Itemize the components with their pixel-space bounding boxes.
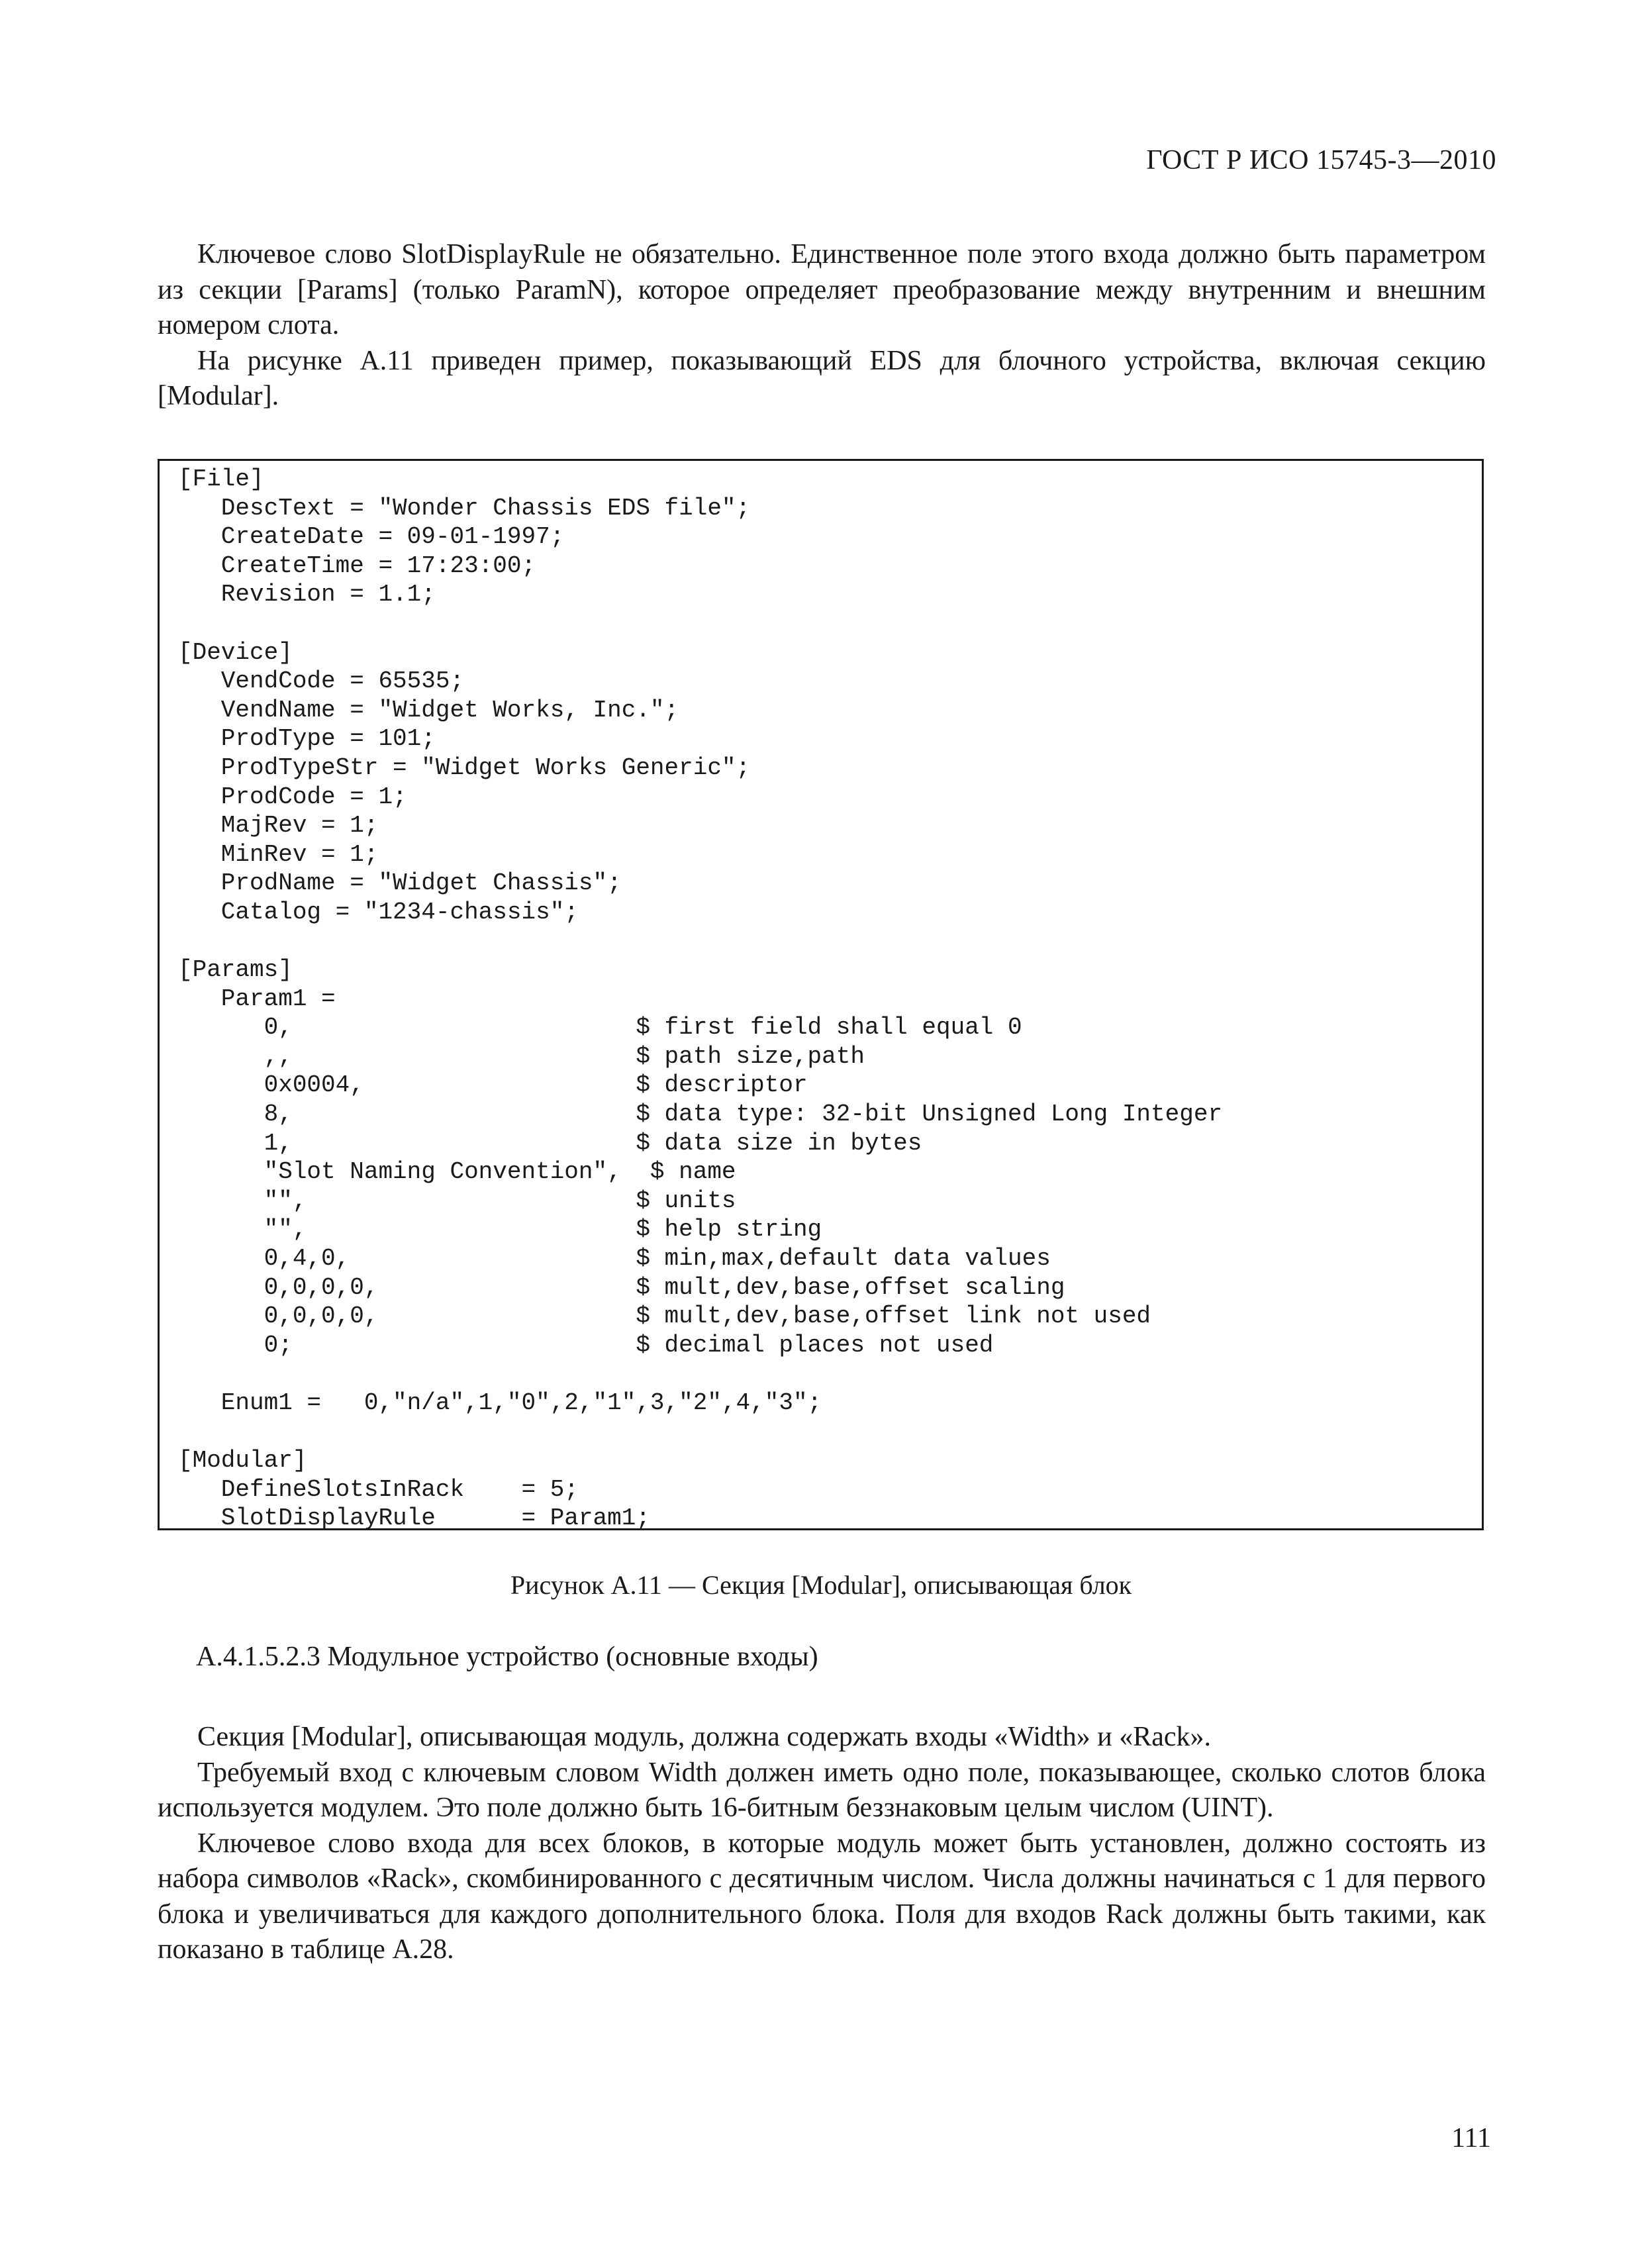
code-line: ProdCode = 1; bbox=[178, 783, 407, 811]
code-line: CreateDate = 09-01-1997; bbox=[178, 523, 565, 551]
code-line: ProdType = 101; bbox=[178, 725, 436, 753]
code-line: 0; $ decimal places not used bbox=[178, 1331, 994, 1359]
figure-caption: Рисунок А.11 — Секция [Modular], описывающая блок bbox=[510, 1570, 1132, 1600]
code-line: VendName = "Widget Works, Inc."; bbox=[178, 696, 679, 724]
page-number: 111 bbox=[1451, 2123, 1491, 2153]
code-line: MajRev = 1; bbox=[178, 812, 379, 840]
section-text bbox=[158, 1720, 1486, 1968]
code-line: 0, $ first field shall equal 0 bbox=[178, 1014, 1022, 1042]
code-line: CreateTime = 17:23:00; bbox=[178, 552, 536, 579]
code-line: [File] bbox=[178, 466, 264, 493]
page-header-standard: ГОСТ Р ИСО 15745-3—2010 bbox=[1146, 145, 1496, 175]
code-line: MinRev = 1; bbox=[178, 840, 379, 868]
code-line: VendCode = 65535; bbox=[178, 667, 465, 695]
code-line: 0x0004, $ descriptor bbox=[178, 1071, 808, 1099]
code-line: 8, $ data type: 32-bit Unsigned Long Integer bbox=[178, 1101, 1223, 1128]
intro-text bbox=[158, 237, 1486, 415]
code-line bbox=[178, 1418, 1482, 1447]
paragraph: Ключевое слово входа для всех блоков, в которые модуль может быть установлен, должно состоять из набора символов «Rack», скомбинированного с десятичным числом. Числа должны начинаться с 1 для первого блока и увеличиваться для каждого дополнительного блока. Поля для входов Rack должны быть такими, как показано в таблице А.28. bbox=[158, 1828, 1486, 1965]
code-line: Revision = 1.1; bbox=[178, 581, 436, 609]
code-line: 1, $ data size in bytes bbox=[178, 1129, 922, 1157]
code-line: SlotDisplayRule = Param1; bbox=[178, 1504, 650, 1532]
code-line bbox=[178, 1359, 1482, 1389]
code-line: [Device] bbox=[178, 638, 293, 666]
code-line: [Modular] bbox=[178, 1447, 307, 1475]
code-line: ProdTypeStr = "Widget Works Generic"; bbox=[178, 754, 751, 781]
code-line bbox=[178, 609, 1482, 638]
code-line: DefineSlotsInRack = 5; bbox=[178, 1475, 579, 1503]
paragraph: Секция [Modular], описывающая модуль, должна содержать входы «Width» и «Rack». bbox=[197, 1722, 1211, 1752]
code-line: 0,4,0, $ min,max,default data values bbox=[178, 1245, 1051, 1273]
code-line: Catalog = "1234-chassis"; bbox=[178, 898, 579, 926]
code-line: "", $ help string bbox=[178, 1216, 822, 1244]
code-line: ,, $ path size,path bbox=[178, 1042, 865, 1070]
code-line: Enum1 = 0,"n/a",1,"0",2,"1",3,"2",4,"3"; bbox=[178, 1389, 822, 1416]
paragraph: На рисунке А.11 приведен пример, показывающий EDS для блочного устройства, включая секцию [Modular]. bbox=[158, 345, 1486, 411]
code-listing-box bbox=[158, 459, 1484, 1530]
code-line: ProdName = "Widget Chassis"; bbox=[178, 869, 622, 897]
code-line: [Params] bbox=[178, 956, 293, 984]
paragraph: Ключевое слово SlotDisplayRule не обязательно. Единственное поле этого входа должно быть параметром из секции [Params] (только ParamN), которое определяет преобразование между внутренним и внешним номером слота. bbox=[158, 239, 1486, 340]
subsection-title: А.4.1.5.2.3 Модульное устройство (основные входы) bbox=[196, 1642, 818, 1672]
code-line: 0,0,0,0, $ mult,dev,base,offset link not used bbox=[178, 1303, 1151, 1330]
code-line: Param1 = bbox=[178, 985, 336, 1012]
code-line bbox=[178, 927, 1482, 956]
code-line: "", $ units bbox=[178, 1187, 736, 1214]
code-line: 0,0,0,0, $ mult,dev,base,offset scaling bbox=[178, 1273, 1065, 1301]
code-line: DescText = "Wonder Chassis EDS file"; bbox=[178, 494, 751, 522]
code-line: "Slot Naming Convention", $ name bbox=[178, 1158, 736, 1186]
paragraph: Требуемый вход с ключевым словом Width должен иметь одно поле, показывающее, сколько слотов блока используется модулем. Это поле должно быть 16-битным беззнаковым целым числом (UINT). bbox=[158, 1757, 1486, 1823]
